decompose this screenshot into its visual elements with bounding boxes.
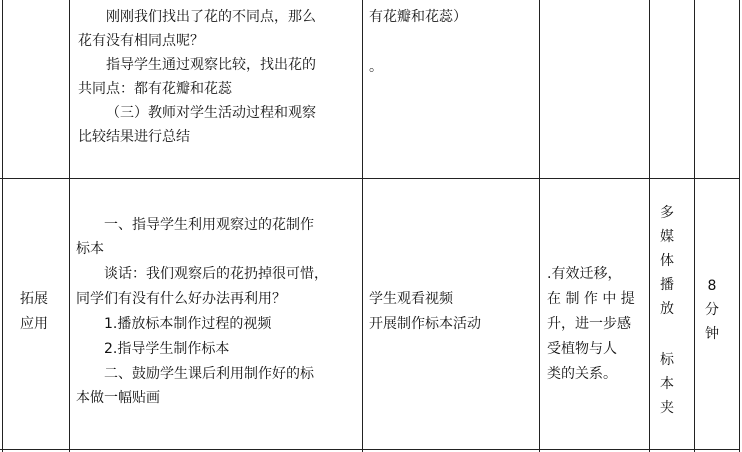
text-line: 1.播放标本制作过程的视频: [104, 316, 272, 332]
table-border-right: [739, 0, 740, 452]
column-divider: [362, 0, 363, 452]
text-line: 刚刚我们找出了花的不同点，那么: [106, 9, 316, 25]
text-line: .有效迁移，: [547, 266, 622, 282]
text-line: 谈话：我们观察后的花扔掉很可惜，: [104, 266, 328, 282]
text-line: 受植物与人: [547, 341, 617, 357]
text-line: 标本: [76, 241, 104, 257]
text-line: 升，进一步感: [547, 316, 631, 332]
column-divider: [694, 0, 695, 452]
text-line: 指导学生通过观察比较，找出花的: [106, 57, 316, 73]
text-line: 学生观看视频: [369, 291, 453, 307]
text-line: 二、鼓励学生课后利用制作好的标: [104, 366, 314, 382]
row-divider: [0, 178, 740, 179]
column-divider: [539, 0, 540, 452]
time-text: 8分钟: [705, 278, 719, 342]
column-divider: [649, 0, 650, 452]
text-line: 在 制 作 中 提: [547, 291, 635, 307]
text-line: 比较结果进行总结: [78, 129, 190, 145]
text-line: 2.指导学生制作标本: [104, 341, 230, 357]
text-line: 类的关系。: [547, 366, 617, 382]
text-line: 开展制作标本活动: [369, 316, 481, 332]
text-line: 一、指导学生利用观察过的花制作: [104, 217, 314, 233]
table-border-left: [2, 0, 3, 452]
text-line: 共同点：都有花瓣和花蕊: [78, 81, 232, 97]
stage-label: 应用: [20, 316, 48, 332]
text-line: 同学们有没有什么好办法再利用？: [76, 291, 286, 307]
media-text: 多媒体播放: [660, 205, 674, 317]
text-line: 有花瓣和花蕊）: [369, 9, 467, 25]
column-divider: [69, 0, 70, 452]
table-border-bottom: [0, 449, 740, 450]
media-text: 标本夹: [660, 352, 674, 416]
text-line: 花有没有相同点呢？: [78, 33, 204, 49]
stage-label: 拓展: [20, 291, 48, 307]
text-line: 本做一幅贴画: [76, 390, 160, 406]
text-line: （三）教师对学生活动过程和观察: [106, 105, 316, 121]
text-line: 。: [369, 59, 383, 75]
